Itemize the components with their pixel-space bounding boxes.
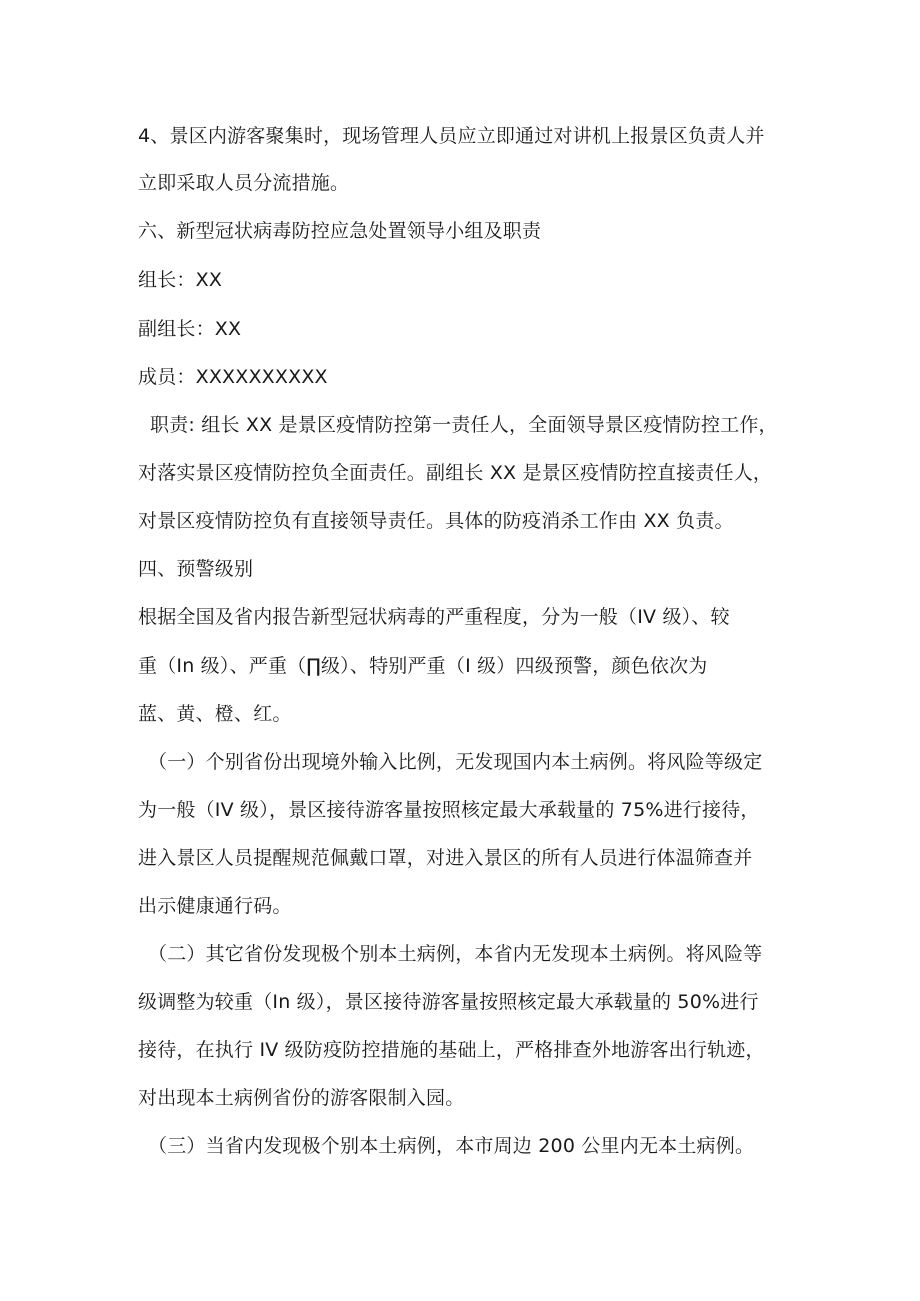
section-heading: 六、新型冠状病毒防控应急处置领导小组及职责 (138, 220, 542, 242)
deputy-leader-line: 副组长：XX (138, 318, 242, 340)
paragraph-line: 对景区疫情防控负有直接领导责任。具体的防疫消杀工作由 XX 负责。 (138, 510, 734, 532)
paragraph-line: （二）其它省份发现极个别本土病例，本省内无发现本土病例。将风险等 (148, 943, 763, 965)
paragraph-line: 对落实景区疫情防控负全面责任。副组长 XX 是景区疫情防控直接责任人， (138, 462, 773, 484)
paragraph-line: 立即采取人员分流措施。 (138, 172, 350, 194)
paragraph-line: 重（In 级）、严重（∏级）、特别严重（I 级）四级预警，颜色依次为 (138, 655, 708, 677)
paragraph-line: 职责: 组长 XX 是景区疫情防控第一责任人，全面领导景区疫情防控工作， (150, 414, 778, 436)
paragraph-line: 蓝、黄、橙、红。 (138, 703, 292, 725)
section-heading: 四、预警级别 (138, 558, 254, 580)
paragraph-line: 进入景区人员提醒规范佩戴口罩，对进入景区的所有人员进行体温筛查并 (138, 847, 753, 869)
paragraph-line: 接待，在执行 IV 级防疫防控措施的基础上，严格排查外地游客出行轨迹， (138, 1039, 765, 1061)
team-leader-line: 组长：XX (138, 269, 223, 291)
paragraph-line: 级调整为较重（In 级），景区接待游客量按照核定最大承载量的 50%进行 (138, 991, 759, 1013)
paragraph-line: 对出现本土病例省份的游客限制入园。 (138, 1087, 465, 1109)
paragraph-line: （一）个别省份出现境外输入比例，无发现国内本土病例。将风险等级定 (148, 751, 763, 773)
paragraph-line: 4、景区内游客聚集时，现场管理人员应立即通过对讲机上报景区负责人并 (138, 125, 765, 147)
members-line: 成员：XXXXXXXXXX (138, 366, 328, 388)
paragraph-line: （三）当省内发现极个别本土病例，本市周边 200 公里内无本土病例。 (148, 1135, 755, 1157)
paragraph-line: 为一般（IV 级），景区接待游客量按照核定最大承载量的 75%进行接待， (138, 799, 760, 821)
paragraph-line: 出示健康通行码。 (138, 895, 292, 917)
paragraph-line: 根据全国及省内报告新型冠状病毒的严重程度，分为一般（IV 级）、较 (138, 606, 730, 628)
